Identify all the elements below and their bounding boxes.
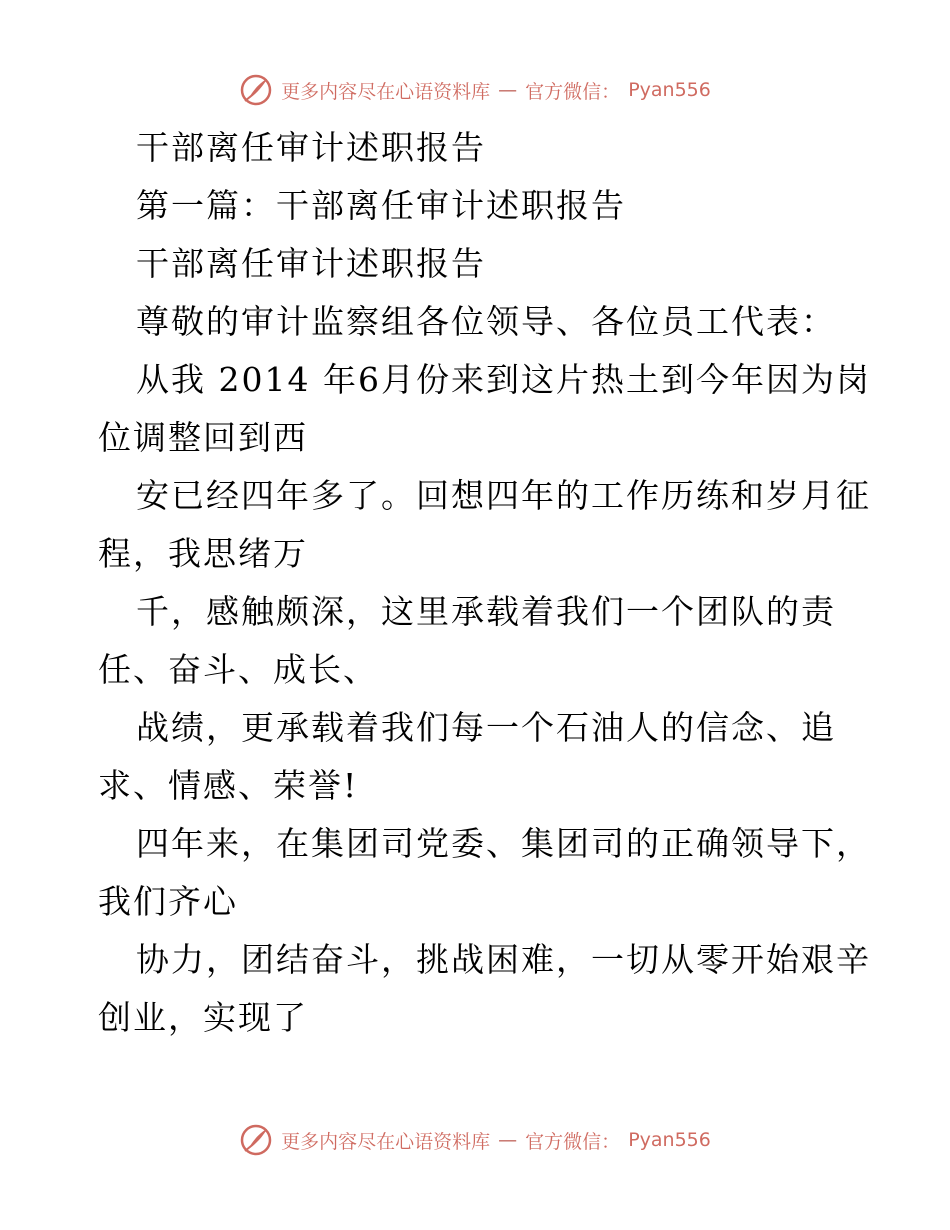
feather-pen-logo-icon: [239, 73, 273, 107]
doc-line: 干部离任审计述职报告: [136, 244, 486, 283]
doc-line: 求、情感、荣誉!: [98, 766, 359, 805]
watermark-wechat-id: Pyan556: [628, 79, 711, 101]
doc-line: 协力，团结奋斗，挑战困难，一切从零开始艰辛: [136, 940, 871, 979]
doc-line: 任、奋斗、成长、: [98, 650, 378, 689]
watermark-separator: —: [498, 1129, 518, 1151]
watermark-separator: —: [498, 79, 518, 101]
doc-line: 第一篇：干部离任审计述职报告: [136, 186, 626, 225]
doc-line: 干部离任审计述职报告: [136, 128, 486, 167]
doc-line: 安已经四年多了。回想四年的工作历练和岁月征: [136, 476, 871, 515]
doc-line: 位调整回到西: [98, 418, 308, 457]
doc-line: 千，感触颇深，这里承载着我们一个团队的责: [136, 592, 836, 631]
watermark-wechat-id: Pyan556: [628, 1129, 711, 1151]
watermark-wechat-label: 官方微信：: [525, 1130, 621, 1153]
watermark-wechat-label: 官方微信：: [525, 80, 621, 103]
watermark-footer: [0, 1120, 950, 1160]
doc-line: 战绩，更承载着我们每一个石油人的信念、追: [136, 708, 836, 747]
feather-pen-logo-icon: [239, 1123, 273, 1157]
watermark-text: 更多内容尽在心语资料库: [281, 80, 491, 103]
doc-line: 我们齐心: [98, 882, 238, 921]
watermark-text: 更多内容尽在心语资料库: [281, 1130, 491, 1153]
doc-line: 四年来，在集团司党委、集团司的正确领导下，: [136, 824, 871, 863]
watermark-header: [0, 70, 950, 110]
doc-line: 从我 2014 年6月份来到这片热土到今年因为岗: [136, 360, 871, 399]
doc-line: 尊敬的审计监察组各位领导、各位员工代表：: [136, 302, 836, 341]
doc-line: 程，我思绪万: [98, 534, 308, 573]
doc-line: 创业，实现了: [98, 998, 308, 1037]
